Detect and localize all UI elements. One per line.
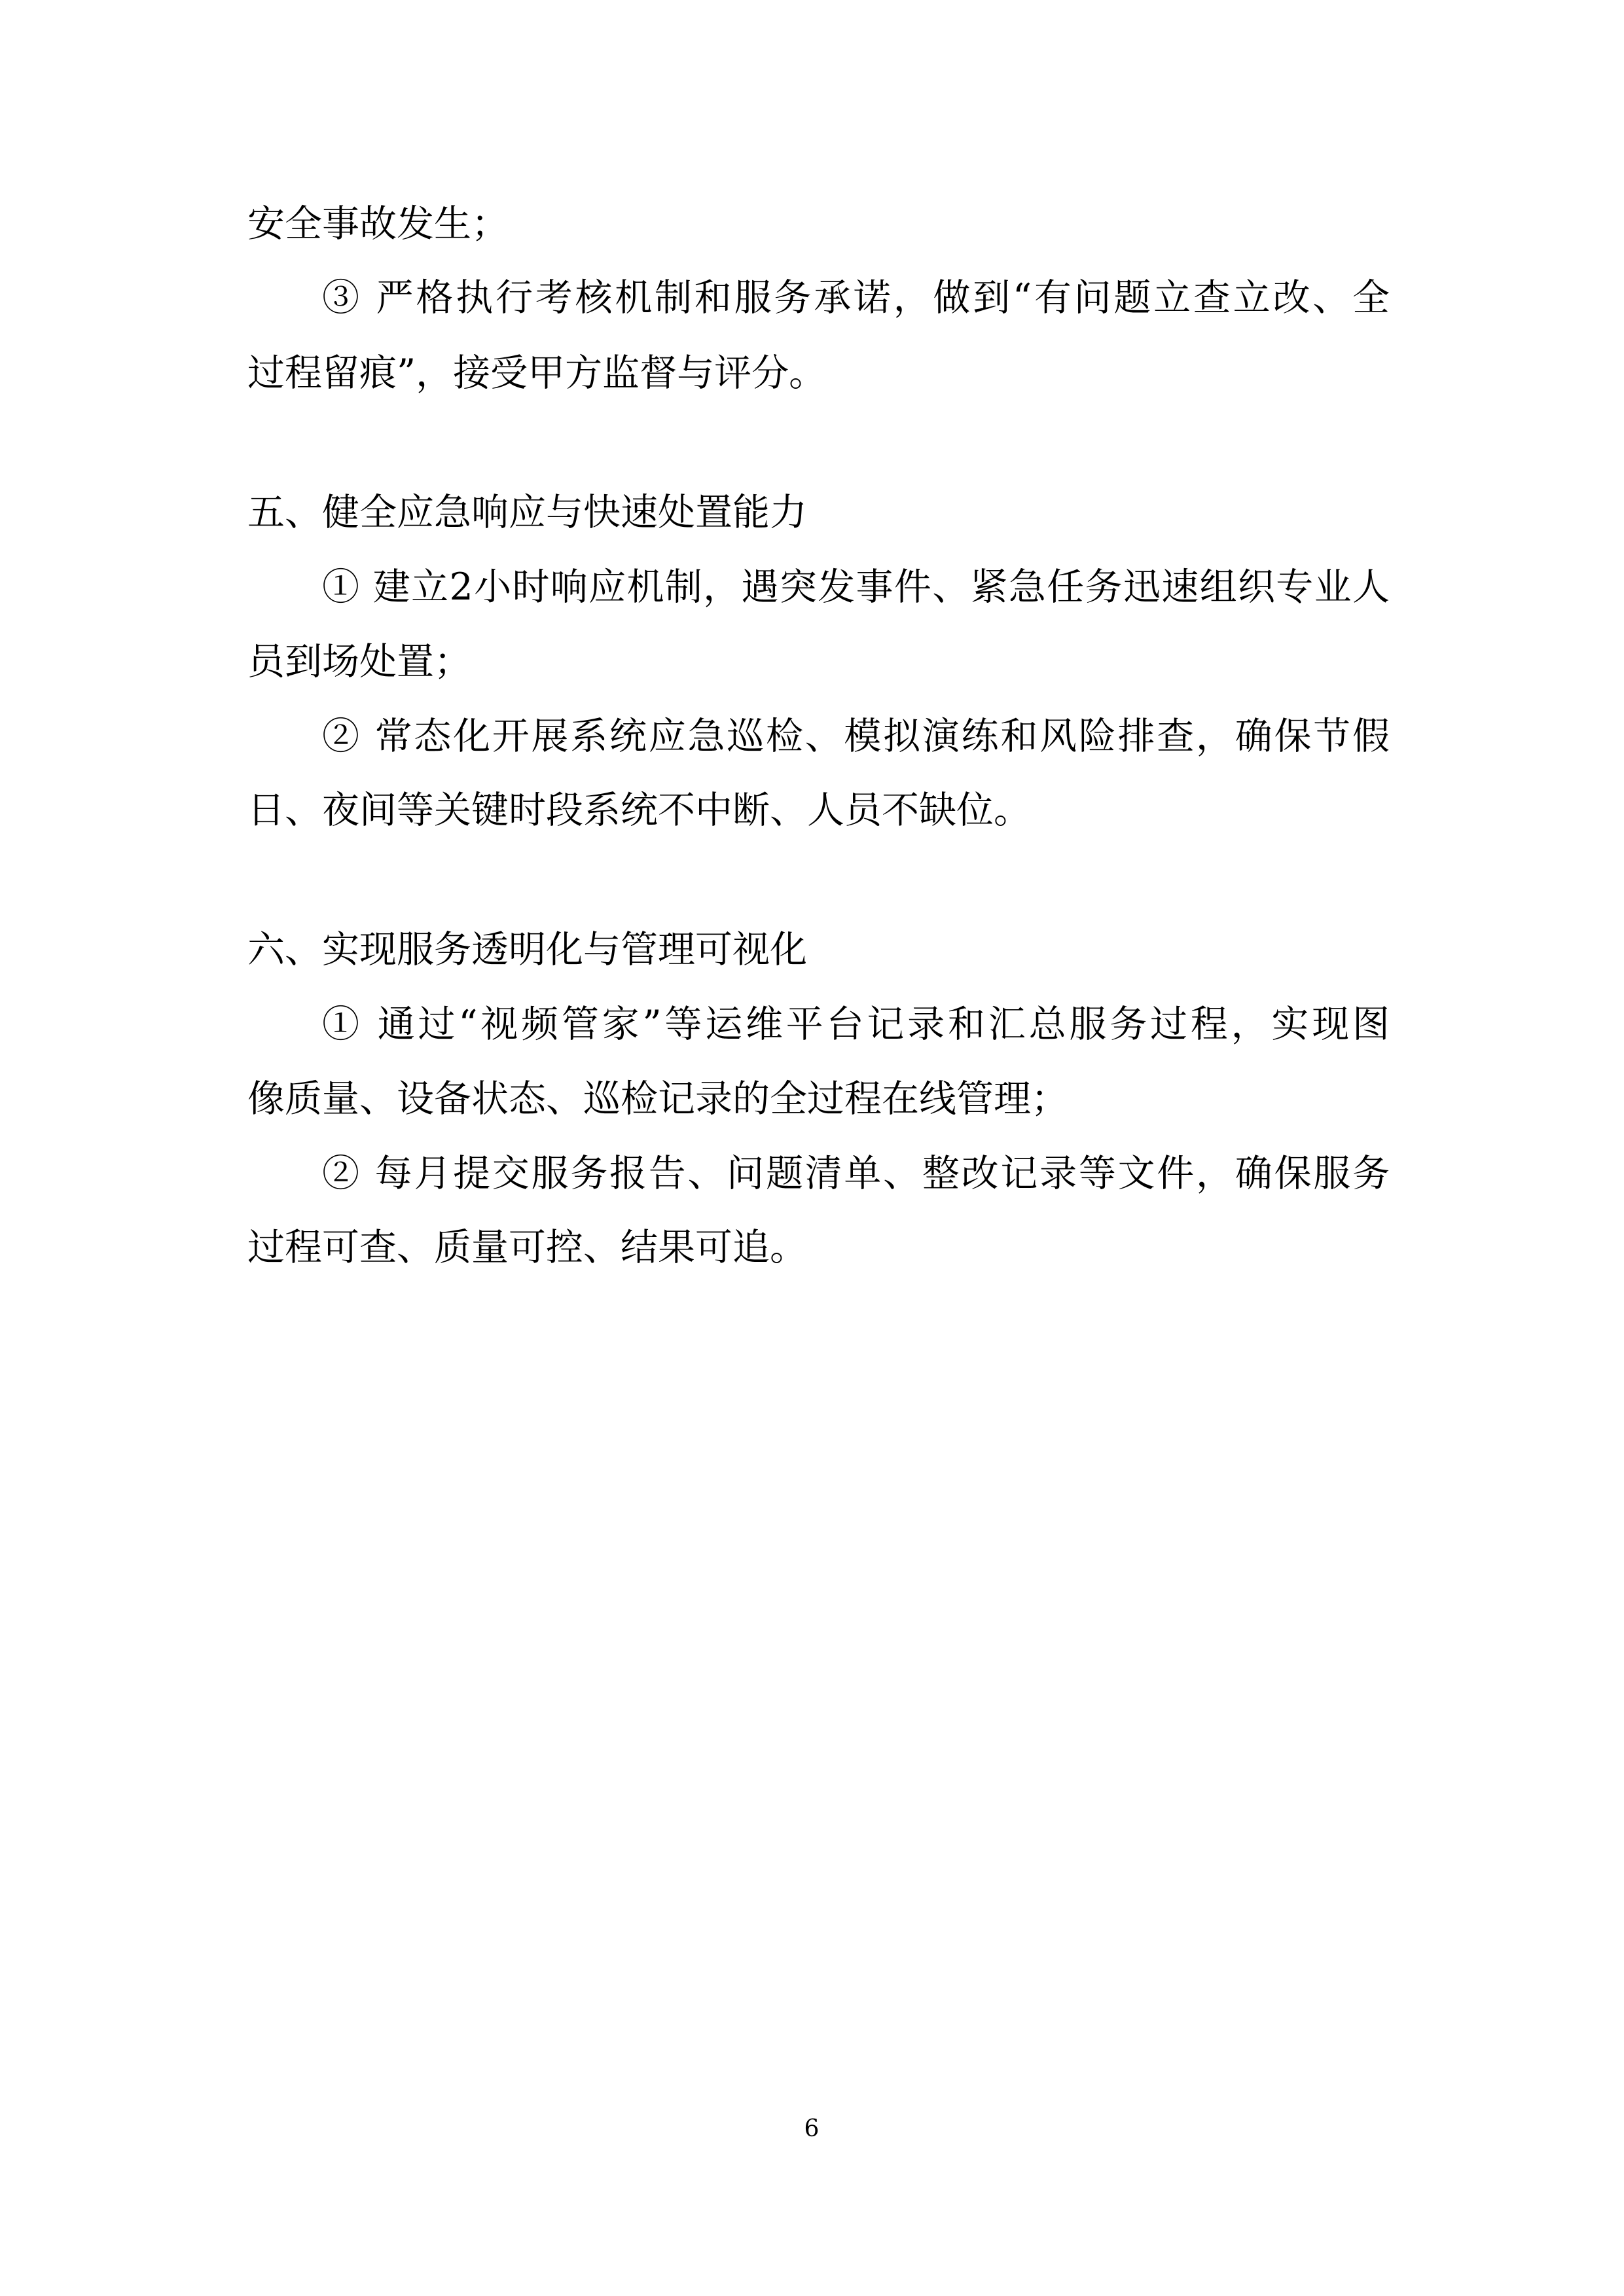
list-item-line: ① 建立2小时响应机制，遇突发事件、紧急任务迅速组织专业人 xyxy=(322,565,1390,609)
page-number: 6 xyxy=(804,2115,820,2142)
list-item-line: 日、夜间等关键时段系统不中断、人员不缺位。 xyxy=(247,789,1031,832)
list-item-line: 过程可查、质量可控、结果可追。 xyxy=(247,1226,807,1269)
list-item-line: 员到场处置； xyxy=(247,640,471,683)
list-item-line: 过程留痕”，接受甲方监督与评分。 xyxy=(247,351,827,395)
list-item-line: ② 常态化开展系统应急巡检、模拟演练和风险排查，确保节假 xyxy=(322,715,1390,758)
paragraph-line: 安全事故发生； xyxy=(247,202,509,245)
section-heading: 六、实现服务透明化与管理可视化 xyxy=(247,928,807,971)
list-item-line: 像质量、设备状态、巡检记录的全过程在线管理； xyxy=(247,1077,1068,1121)
list-item-line: ① 通过“视频管家”等运维平台记录和汇总服务过程，实现图 xyxy=(322,1003,1390,1046)
list-item-line: ③ 严格执行考核机制和服务承诺，做到“有问题立查立改、全 xyxy=(322,276,1390,319)
list-item-line: ② 每月提交服务报告、问题清单、整改记录等文件，确保服务 xyxy=(322,1152,1390,1195)
section-heading: 五、健全应急响应与快速处置能力 xyxy=(247,491,807,534)
